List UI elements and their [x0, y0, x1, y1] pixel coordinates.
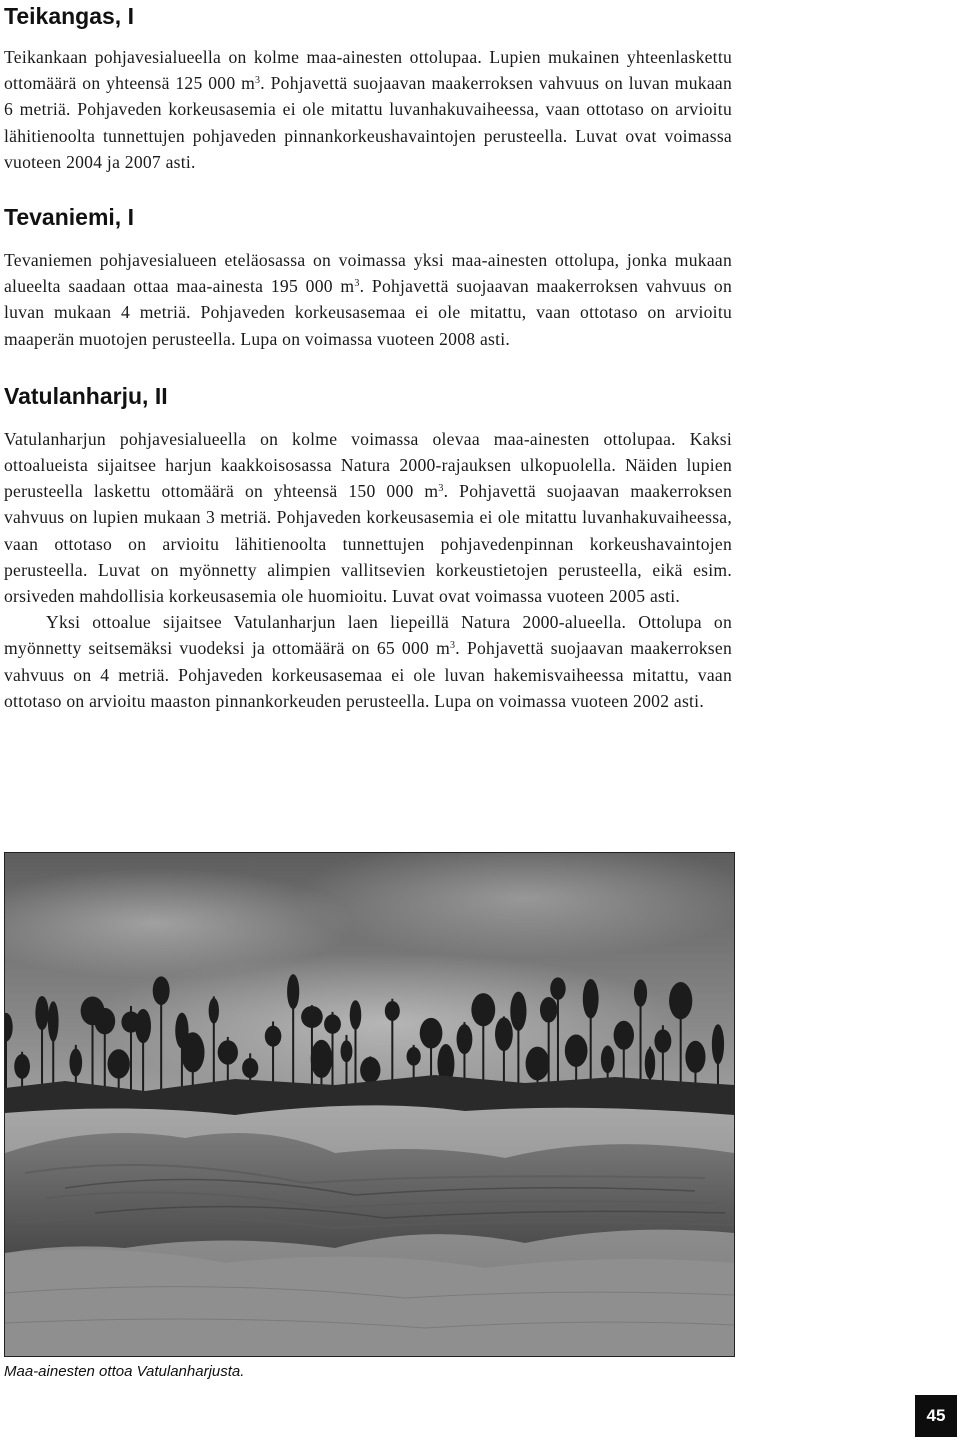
tree-crown	[153, 976, 170, 1005]
tree-crown	[583, 979, 599, 1018]
photo-caption: Maa-ainesten ottoa Vatulanharjusta.	[4, 1363, 245, 1380]
tree-crown	[265, 1026, 282, 1047]
tree-crown	[181, 1032, 205, 1072]
section-paragraph-teikangas: Teikankaan pohjavesialueella on kolme maa-ainesten ottolupaa. Lupien mukainen yhteenlaskettu ottomäärä on yhteensä 125 000 $m^3$. Pohjavettä suojaavan maakerroksen vahvuus on luvan mukaan 6 metriä. Pohjaveden korkeusasemia ei ole mitattu luvanhakuvaiheessa, vaan ottotaso on arvioitu lähitienoolta tunnettujen pohjaveden pinnankorkeushavaintojen perusteella. Luvat ovat voimassa vuoteen 2004 ja 2007 asti.	[4, 47, 732, 172]
tree-crown	[614, 1021, 634, 1050]
tree-crown	[69, 1049, 82, 1077]
sand-pit-photo	[4, 852, 735, 1357]
document-page	[4, 0, 732, 714]
tree-crown	[341, 1040, 353, 1062]
section-paragraph-tevaniemi: Tevaniemen pohjavesialueen eteläosassa on voimassa yksi maa-ainesten ottolupa, jonka mukaan alueelta saadaan ottaa maa-ainesta 195 000 $m^3$. Pohjavettä suojaavan maakerroksen vahvuus on luvan mukaan 4 metriä. Pohjaveden korkeusasemaa ei ole mitattu, vaan ottotaso on arvioitu maaperän muotojen perusteella. Lupa on voimassa vuoteen 2008 asti.	[4, 250, 732, 349]
tree-crown	[565, 1035, 588, 1067]
tree-crown	[350, 1000, 362, 1029]
tree-crown	[495, 1017, 513, 1051]
tree-crown	[324, 1014, 341, 1034]
tree-crown	[634, 979, 647, 1006]
tree-crown	[94, 1008, 115, 1034]
tree-crown	[407, 1047, 421, 1066]
tree-crown	[712, 1024, 724, 1064]
tree-crown	[526, 1047, 550, 1081]
tree-crown	[360, 1057, 380, 1083]
tree-crown	[601, 1046, 615, 1074]
tree-crown	[420, 1018, 443, 1049]
tree-crown	[48, 1001, 59, 1042]
tree-crown	[135, 1009, 151, 1043]
tree-crown	[35, 996, 48, 1030]
tree-crown	[654, 1029, 671, 1053]
tree-crown	[14, 1054, 30, 1079]
tree-crown	[510, 992, 526, 1031]
tree-crown	[685, 1041, 705, 1073]
tree-crown	[550, 977, 565, 999]
tree-crown	[471, 993, 495, 1026]
section-paragraph-vatulanharju-1: Vatulanharjun pohjavesialueella on kolme voimassa olevaa maa-ainesten ottolupaa. Kaksi ottoalueista sijaitsee harjun kaakkoisosassa Natura 2000-rajauksen ulkopuolella. Näiden lupien perusteella laskettu ottomäärä on yhteensä 150 000 $m^3$. Pohjavettä suojaavan maakerroksen vahvuus on lupien mukaan 3 metriä. Pohjaveden korkeusasemia ei ole mitattu luvanhakuvaiheessa, vaan ottotaso on arvioitu lähitienoolta tunnettujen pohjavedenpinnan korkeushavaintojen perusteella. Luvat on myönnetty alimpien vallitsevien korkeustietojen perusteella, eikä esim. orsiveden mahdollisia korkeusasemia ole huomioitu. Luvat ovat voimassa vuoteen 2005 asti.	[4, 428, 732, 607]
tree-crown	[311, 1040, 333, 1078]
section-paragraph-vatulanharju-2: Yksi ottoalue sijaitsee Vatulanharjun laen liepeillä Natura 2000-alueella. Ottolupa on myönnetty seitsemäksi vuodeksi ja ottomäärä on 65 000 $m^3$. Pohjavettä suojaavan maakerroksen vahvuus on 4 metriä. Pohjaveden korkeusasemaa ei ole luvan hakemisvaiheessa mitattu, vaan ottotaso on arvioitu maaston pinnankorkeuden perusteella. Lupa on voimassa vuoteen 2002 asti.	[4, 612, 732, 711]
tree-crown	[645, 1048, 655, 1079]
tree-crown	[385, 1001, 400, 1021]
tree-crown	[457, 1024, 473, 1054]
tree-crown	[242, 1058, 258, 1078]
tree-crown	[287, 974, 299, 1009]
tree-crown	[669, 982, 692, 1019]
tree-crown	[107, 1049, 129, 1078]
page-number: 45	[915, 1395, 957, 1437]
section-heading-teikangas: Teikangas, I	[4, 3, 134, 29]
tree-crown	[301, 1006, 323, 1028]
tree-crown	[218, 1040, 238, 1064]
section-heading-tevaniemi: Tevaniemi, I	[4, 204, 134, 231]
tree-crown	[209, 998, 219, 1024]
section-heading-vatulanharju: Vatulanharju, II	[4, 382, 168, 409]
tree-crown	[540, 997, 557, 1023]
sand-pit-illustration	[5, 853, 734, 1356]
